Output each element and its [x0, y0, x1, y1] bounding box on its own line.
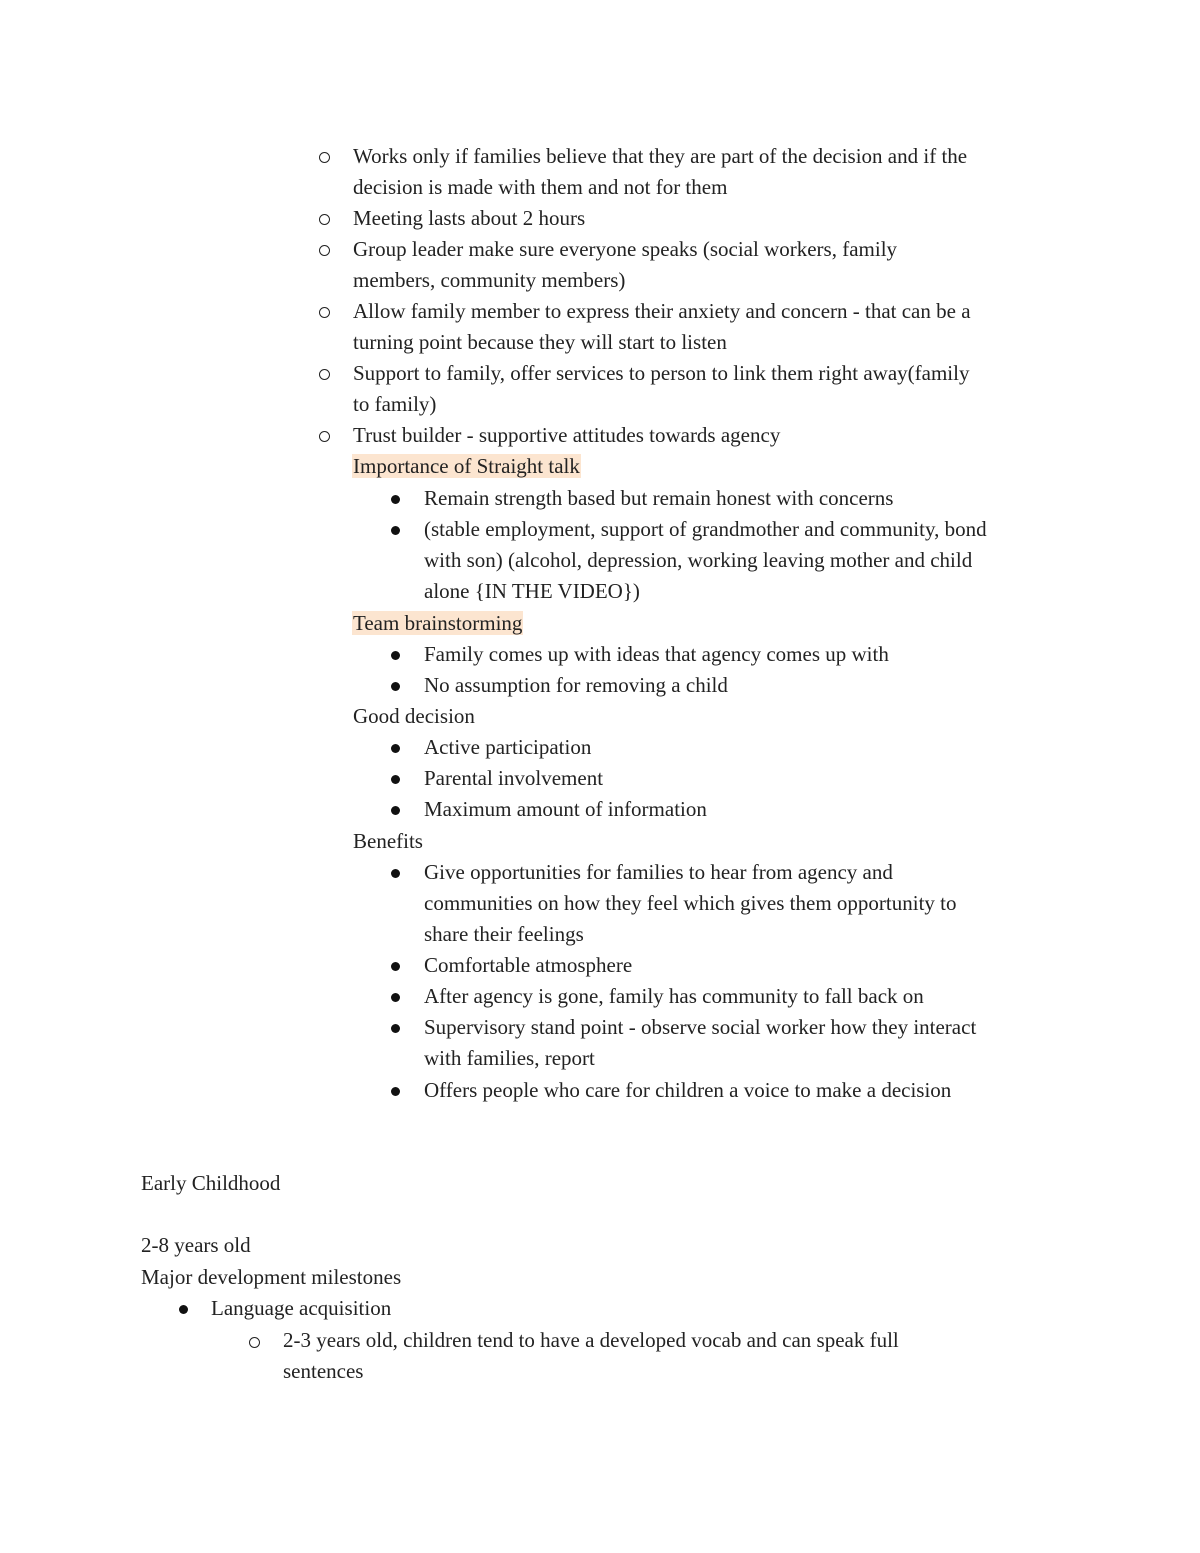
bullet-line: Give opportunities for families to hear from agency and [424, 860, 893, 884]
circle-bullet-icon [319, 152, 330, 163]
circle-bullet-icon [319, 431, 330, 442]
section-heading-team-brainstorming [352, 610, 523, 636]
filled-bullet-icon [391, 869, 400, 878]
sub-item-line: turning point because they will start to listen [353, 330, 727, 354]
highlighted-heading: Importance of Straight talk [353, 454, 580, 478]
circle-bullet-icon [319, 245, 330, 256]
section-heading-benefits: Benefits [353, 829, 423, 853]
filled-bullet-icon [391, 962, 400, 971]
milestones-heading: Major development milestones [141, 1265, 402, 1289]
bullet-line: communities on how they feel which gives them opportunity to [424, 891, 957, 915]
section-heading-straight-talk [352, 453, 581, 479]
filled-bullet-icon [391, 495, 400, 504]
bullet-line: with son) (alcohol, depression, working leaving mother and child [424, 548, 973, 572]
highlighted-heading: Team brainstorming [353, 611, 523, 635]
filled-bullet-icon [391, 651, 400, 660]
sub-item-line: decision is made with them and not for them [353, 175, 728, 199]
milestone-detail-line: 2-3 years old, children tend to have a developed vocab and can speak full [283, 1328, 899, 1352]
sub-item-line: Works only if families believe that they are part of the decision and if the [353, 144, 968, 168]
filled-bullet-icon [391, 1024, 400, 1033]
filled-bullet-icon [179, 1305, 188, 1314]
bullet-line: Parental involvement [424, 766, 604, 790]
filled-bullet-icon [391, 775, 400, 784]
bullet-line: (stable employment, support of grandmother and community, bond [424, 517, 987, 541]
milestone-detail-line: sentences [283, 1359, 364, 1383]
circle-bullet-icon [319, 214, 330, 225]
circle-bullet-icon [319, 307, 330, 318]
sub-item-line: Support to family, offer services to person to link them right away(family [353, 361, 970, 385]
filled-bullet-icon [391, 806, 400, 815]
bullet-line: Maximum amount of information [424, 797, 707, 821]
bullet-line: alone {IN THE VIDEO}) [424, 579, 640, 603]
bullet-line: with families, report [424, 1046, 595, 1070]
bullet-line: Family comes up with ideas that agency comes up with [424, 642, 889, 666]
filled-bullet-icon [391, 744, 400, 753]
filled-bullet-icon [391, 682, 400, 691]
bullet-line: No assumption for removing a child [424, 673, 728, 697]
bullet-line: Remain strength based but remain honest with concerns [424, 486, 894, 510]
circle-bullet-icon [319, 369, 330, 380]
bullet-line: Active participation [424, 735, 592, 759]
section-heading-good-decision: Good decision [353, 704, 475, 728]
milestone-item: Language acquisition [211, 1296, 392, 1320]
sub-item-line: Allow family member to express their anxiety and concern - that can be a [353, 299, 971, 323]
age-range-text: 2-8 years old [141, 1233, 251, 1257]
bullet-line: After agency is gone, family has community to fall back on [424, 984, 924, 1008]
bullet-line: share their feelings [424, 922, 584, 946]
bullet-line: Offers people who care for children a voice to make a decision [424, 1078, 952, 1102]
sub-item-line: members, community members) [353, 268, 626, 292]
filled-bullet-icon [391, 1087, 400, 1096]
sub-item-line: Group leader make sure everyone speaks (social workers, family [353, 237, 898, 261]
circle-bullet-icon [249, 1337, 260, 1348]
sub-item-line: Trust builder - supportive attitudes towards agency [353, 423, 781, 447]
filled-bullet-icon [391, 993, 400, 1002]
bullet-line: Supervisory stand point - observe social worker how they interact [424, 1015, 977, 1039]
filled-bullet-icon [391, 526, 400, 535]
section-title-early-childhood: Early Childhood [141, 1171, 281, 1195]
sub-item-line: Meeting lasts about 2 hours [353, 206, 586, 230]
sub-item-line: to family) [353, 392, 437, 416]
bullet-line: Comfortable atmosphere [424, 953, 633, 977]
